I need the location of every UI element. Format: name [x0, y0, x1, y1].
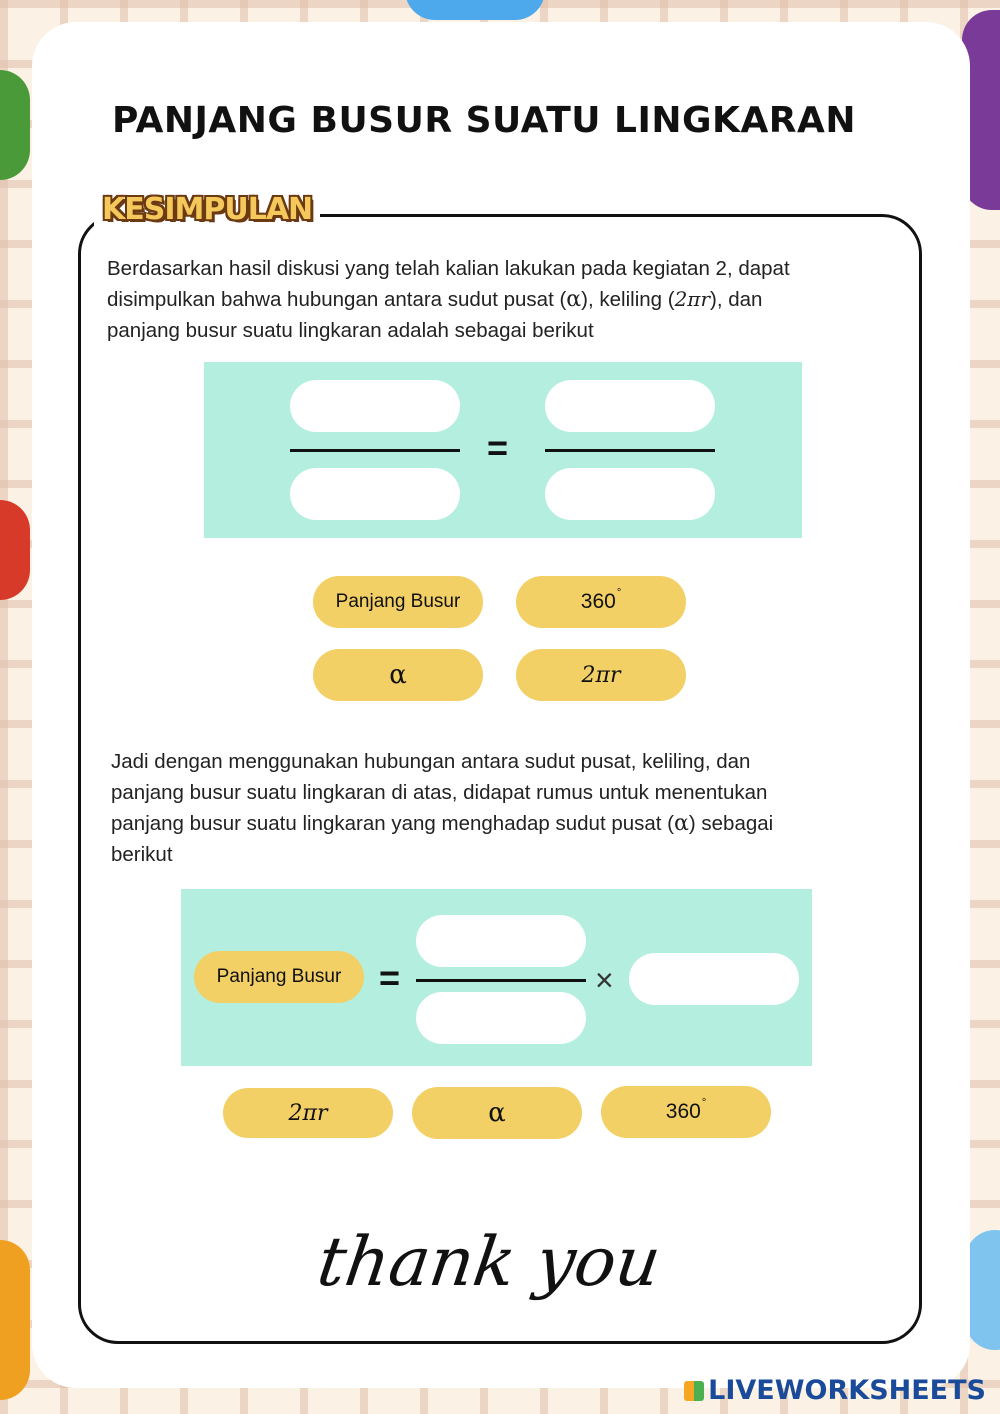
- option-label: 2πr: [288, 1100, 328, 1126]
- middle-line-1: Jadi dengan menggunakan hubungan antara sudut pusat, keliling, dan: [111, 750, 751, 773]
- eq1-left-fraction-bar: [290, 449, 460, 452]
- intro-line-1: Berdasarkan hasil diskusi yang telah kalian lakukan pada kegiatan 2, dapat: [107, 257, 790, 280]
- intro-line-2b: ), keliling (: [581, 288, 675, 311]
- eq2-numerator-slot[interactable]: [416, 915, 586, 967]
- equation-2-panel: [181, 889, 812, 1066]
- option-two-pi-r[interactable]: [516, 649, 686, 701]
- eq2-lhs-panjang-busur: [194, 951, 364, 1003]
- liveworksheets-logo-icon: [684, 1381, 704, 1401]
- decor-red-shape: [0, 500, 30, 600]
- eq2-lhs-label: Panjang Busur: [216, 966, 342, 987]
- intro-paragraph: [107, 253, 907, 346]
- alpha-symbol: α: [674, 811, 689, 836]
- eq2-fraction-bar: [416, 979, 586, 982]
- eq1-left-denominator-slot[interactable]: [290, 468, 460, 520]
- option-label: α: [488, 1098, 506, 1128]
- intro-line-2a: disimpulkan bahwa hubungan antara sudut pusat (: [107, 288, 567, 311]
- option-label: 360: [665, 1100, 701, 1123]
- eq1-equals-sign: =: [487, 427, 509, 468]
- eq1-right-fraction-bar: [545, 449, 715, 452]
- decor-blue-shape: [405, 0, 545, 20]
- eq1-right-numerator-slot[interactable]: [545, 380, 715, 432]
- eq2-multiplier-slot[interactable]: [629, 953, 799, 1005]
- svg-text:thank you: thank you: [312, 1223, 666, 1302]
- middle-line-4: berikut: [111, 843, 173, 866]
- eq2-equals-sign: =: [379, 957, 401, 998]
- intro-line-3: panjang busur suatu lingkaran adalah sebagai berikut: [107, 319, 594, 342]
- eq2-times-sign: ×: [595, 962, 614, 998]
- option-360-degrees[interactable]: [601, 1086, 771, 1138]
- intro-line-2c: ), dan: [710, 288, 763, 311]
- middle-line-3a: panjang busur suatu lingkaran yang menghadap sudut pusat (: [111, 812, 675, 835]
- page-title: PANJANG BUSUR SUATU LINGKARAN: [111, 100, 857, 141]
- middle-line-2: panjang busur suatu lingkaran di atas, didapat rumus untuk menentukan: [111, 781, 768, 804]
- option-label: 360: [580, 590, 616, 613]
- eq1-left-numerator-slot[interactable]: [290, 380, 460, 432]
- degree-symbol: °: [701, 1097, 707, 1109]
- option-two-pi-r[interactable]: [223, 1088, 393, 1138]
- option-alpha[interactable]: [313, 649, 483, 701]
- equation-1-panel: [204, 362, 802, 538]
- middle-paragraph: [111, 746, 901, 870]
- eq2-denominator-slot[interactable]: [416, 992, 586, 1044]
- option-alpha[interactable]: [412, 1087, 582, 1139]
- alpha-symbol: α: [566, 287, 582, 312]
- two-pi-r-symbol: 2πr: [674, 287, 711, 311]
- middle-line-3b: ) sebagai: [688, 812, 774, 835]
- degree-symbol: °: [616, 587, 622, 599]
- option-label: Panjang Busur: [335, 591, 461, 612]
- option-panjang-busur[interactable]: [313, 576, 483, 628]
- eq1-right-denominator-slot[interactable]: [545, 468, 715, 520]
- option-360-degrees[interactable]: [516, 576, 686, 628]
- brand-text: LIVEWORKSHEETS: [708, 1375, 986, 1406]
- section-tag: KESIMPULAN: [94, 192, 320, 227]
- liveworksheets-brand[interactable]: [684, 1375, 986, 1406]
- thank-you-handwriting: [0, 1185, 1000, 1345]
- option-label: 2πr: [581, 662, 621, 688]
- option-label: α: [389, 660, 407, 690]
